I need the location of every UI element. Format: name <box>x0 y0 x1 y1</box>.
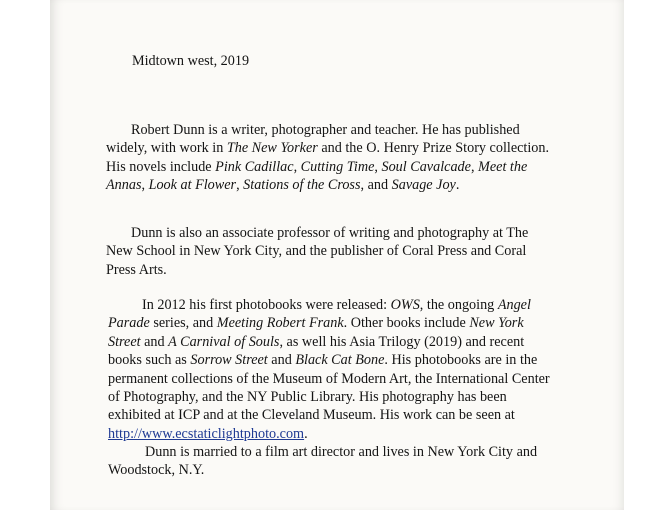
text-segment: . <box>455 177 460 194</box>
text-segment: , the ongoing <box>419 297 498 313</box>
text-segment: , and <box>360 177 392 194</box>
book-title: Angel Parade <box>108 297 531 332</box>
text-segment: , <box>236 177 244 194</box>
book-title: Black Cat Bone <box>295 352 385 369</box>
bio-paragraph-professor: Dunn is also an associate professor of writing and photography at The New School in New York City, and the publisher of Coral Press and Coral Press Arts. <box>106 225 529 278</box>
publication-title: The New Yorker <box>226 140 318 157</box>
text-segment: series, and <box>149 315 217 332</box>
novel-title: Look at Flower <box>148 177 237 194</box>
novel-title: Pink Cadillac <box>215 158 294 175</box>
bio-paragraph-writer <box>106 121 556 195</box>
text-segment: and the O. Henry Prize Story collection. His novels include <box>106 140 550 175</box>
bio-paragraph-photobooks <box>108 296 556 443</box>
text-segment: . Other books include <box>343 315 470 332</box>
bio-paragraph-personal: Dunn is married to a film art director and lives in New York City and Woodstock, N.Y. <box>108 444 538 479</box>
book-title: Sorrow Street <box>190 352 268 369</box>
paper-sheet <box>50 0 624 510</box>
text-segment: , <box>141 177 149 194</box>
novel-title: Meet the Annas <box>106 158 528 194</box>
text-segment: In 2012 his first photobooks were released: <box>142 297 391 313</box>
website-link[interactable]: http://www.ecstaticlightphoto.com <box>108 425 305 442</box>
text-segment: . <box>304 425 308 442</box>
book-title: OWS <box>390 297 420 313</box>
text-segment: , <box>374 158 382 175</box>
text-segment: , <box>470 158 479 175</box>
text-segment: . His photobooks are in the permanent collections of the Museum of Modern Art, the International Center of Photography, and the NY Public Library. His photography has been exhibited at ICP and at the Cleveland Museum. His work can be seen at <box>108 352 550 424</box>
text-segment: , as well his Asia Trilogy (2019) and recent books such as <box>108 333 525 369</box>
novel-title: Cutting Time <box>300 158 375 175</box>
text-segment: , <box>293 158 301 175</box>
novel-title: Stations of the Cross <box>243 177 361 194</box>
novel-title: Savage Joy <box>391 177 456 194</box>
text-segment: Robert Dunn is a writer, photographer and teacher. He has published widely, with work in <box>106 122 520 157</box>
book-title: Meeting Robert Frank <box>216 315 344 332</box>
text-segment: and <box>140 333 169 350</box>
book-title: New York Street <box>108 315 524 350</box>
novel-title: Soul Cavalcade <box>381 158 471 175</box>
book-title: A Carnival of Souls <box>168 333 280 350</box>
text-segment: and <box>267 352 296 369</box>
dateline: Midtown west, 2019 <box>132 53 250 69</box>
